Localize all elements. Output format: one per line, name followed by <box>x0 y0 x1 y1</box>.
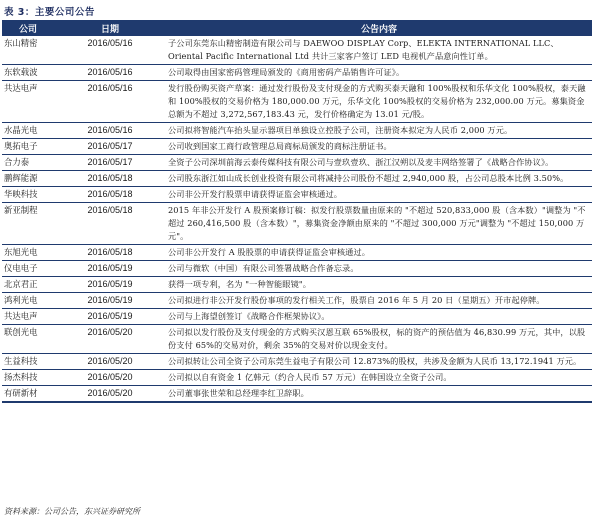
company-cell: 东山精密 <box>2 36 54 65</box>
company-cell: 联创光电 <box>2 325 54 354</box>
date-cell: 2016/05/20 <box>54 370 166 386</box>
header-date: 日期 <box>54 20 166 36</box>
company-cell: 奥拓电子 <box>2 139 54 155</box>
company-cell: 华映科技 <box>2 187 54 203</box>
table-row <box>2 245 592 261</box>
company-cell: 东旭光电 <box>2 245 54 261</box>
header-company: 公司 <box>2 20 54 36</box>
content-cell: 公司拟转让公司全资子公司东莞生益电子有限公司 12.873%的股权，共涉及金额为人民币 13,172.1941 万元。 <box>166 354 592 370</box>
table-row <box>2 155 592 171</box>
company-cell: 东软载波 <box>2 65 54 81</box>
table-row <box>2 123 592 139</box>
date-cell: 2016/05/18 <box>54 187 166 203</box>
content-cell: 公司与上海望创签订《战略合作框架协议》。 <box>166 309 592 325</box>
content-cell: 公司股东浙江如山成长创业投资有限公司将减持公司股份不超过 2,940,000 股，占公司总股本比例 3.50%。 <box>166 171 592 187</box>
company-cell: 有研新材 <box>2 386 54 403</box>
content-cell: 公司与微软（中国）有限公司签署战略合作备忘录。 <box>166 261 592 277</box>
company-cell: 合力泰 <box>2 155 54 171</box>
content-cell: 2015 年非公开发行 A 股预案修订稿：拟发行股票数量由原来的 "不超过 520,833,000 股（含本数）"调整为 "不超过 260,416,500 股（含本数）"，募集资金净额由原来的 "不超过 300,000 万元"调整为 "不超过 150,000 万元"。 <box>166 203 592 245</box>
date-cell: 2016/05/18 <box>54 203 166 245</box>
date-cell: 2016/05/19 <box>54 293 166 309</box>
header-content: 公告内容 <box>166 20 592 36</box>
content-cell: 公司拟以自有资金 1 亿韩元（约合人民币 57 万元）在韩国设立全资子公司。 <box>166 370 592 386</box>
company-cell: 新亚制程 <box>2 203 54 245</box>
date-cell: 2016/05/16 <box>54 36 166 65</box>
table-row <box>2 293 592 309</box>
date-cell: 2016/05/16 <box>54 65 166 81</box>
content-cell: 公司收到国家工商行政管理总局商标局颁发的商标注册证书。 <box>166 139 592 155</box>
table-row <box>2 386 592 403</box>
date-cell: 2016/05/19 <box>54 277 166 293</box>
content-cell: 子公司东莞东山精密制造有限公司与 DAEWOO DISPLAY Corp、ELEKTA INTERNATIONAL LLC、Oriental Pacific International Ltd 共计三家客户签订 LED 电视机产品意向性订单。 <box>166 36 592 65</box>
company-cell: 鹏辉能源 <box>2 171 54 187</box>
table-row <box>2 370 592 386</box>
company-cell: 鸿利光电 <box>2 293 54 309</box>
table-row <box>2 81 592 123</box>
table-row <box>2 261 592 277</box>
table-row <box>2 309 592 325</box>
company-cell: 水晶光电 <box>2 123 54 139</box>
content-cell: 公司拟以发行股份及支付现金的方式购买汉恩互联 65%股权，标的资产的预估值为 46,830.99 万元，其中，以股份支付 65%的交易对价，剩余 35%的交易对价以现金支付。 <box>166 325 592 354</box>
content-cell: 公司非公开发行 A 股股票的申请获得证监会审核通过。 <box>166 245 592 261</box>
date-cell: 2016/05/20 <box>54 325 166 354</box>
date-cell: 2016/05/19 <box>54 261 166 277</box>
date-cell: 2016/05/18 <box>54 245 166 261</box>
company-cell: 生益科技 <box>2 354 54 370</box>
content-cell: 公司取得由国家密码管理局颁发的《商用密码产品销售许可证》。 <box>166 65 592 81</box>
table-header-row <box>2 20 592 36</box>
date-cell: 2016/05/18 <box>54 171 166 187</box>
company-cell: 仪电电子 <box>2 261 54 277</box>
date-cell: 2016/05/20 <box>54 386 166 403</box>
date-cell: 2016/05/17 <box>54 139 166 155</box>
table-row <box>2 325 592 354</box>
content-cell: 公司董事张世荣和总经理李红卫辞职。 <box>166 386 592 403</box>
content-cell: 公司拟进行非公开发行股份事项的发行相关工作，股票自 2016 年 5 月 20 日（星期五）开市起停牌。 <box>166 293 592 309</box>
table-row <box>2 187 592 203</box>
table-caption: 表 3：主要公司公告 <box>4 7 95 18</box>
table-row <box>2 139 592 155</box>
table-row <box>2 171 592 187</box>
table-row <box>2 354 592 370</box>
table-row <box>2 203 592 245</box>
table-row <box>2 36 592 65</box>
company-cell: 北京君正 <box>2 277 54 293</box>
company-cell: 共达电声 <box>2 81 54 123</box>
date-cell: 2016/05/16 <box>54 81 166 123</box>
date-cell: 2016/05/20 <box>54 354 166 370</box>
content-cell: 公司拟将智能汽车抬头显示器项目单独设立控股子公司，注册资本拟定为人民币 2,000 万元。 <box>166 123 592 139</box>
content-cell: 公司非公开发行股票申请获得证监会审核通过。 <box>166 187 592 203</box>
table-row <box>2 65 592 81</box>
company-cell: 共达电声 <box>2 309 54 325</box>
source-note: 资料来源：公司公告，东兴证券研究所 <box>4 507 140 516</box>
company-cell: 扬杰科技 <box>2 370 54 386</box>
content-cell: 发行股份购买资产草案：通过发行股份及支付现金的方式购买泰天融和 100%股权和乐华文化 100%股权，泰天融和 100%股权的交易价格为 180,000.00 万元，乐华文化 100%股权的交易价格为 232,000.00 万元。募集资金总额为不超过 3,272,567,183.43 元，发行价格确定为 13.01 元/股。 <box>166 81 592 123</box>
table-row <box>2 277 592 293</box>
content-cell: 获得一项专利，名为 "一种智能眼镜"。 <box>166 277 592 293</box>
announcements-table <box>2 20 592 403</box>
date-cell: 2016/05/19 <box>54 309 166 325</box>
date-cell: 2016/05/16 <box>54 123 166 139</box>
date-cell: 2016/05/17 <box>54 155 166 171</box>
content-cell: 全资子公司深圳前海云泰传媒科技有限公司与壹玖壹玖、浙江汉朔以及麦丰网络签署了《战略合作协议》。 <box>166 155 592 171</box>
